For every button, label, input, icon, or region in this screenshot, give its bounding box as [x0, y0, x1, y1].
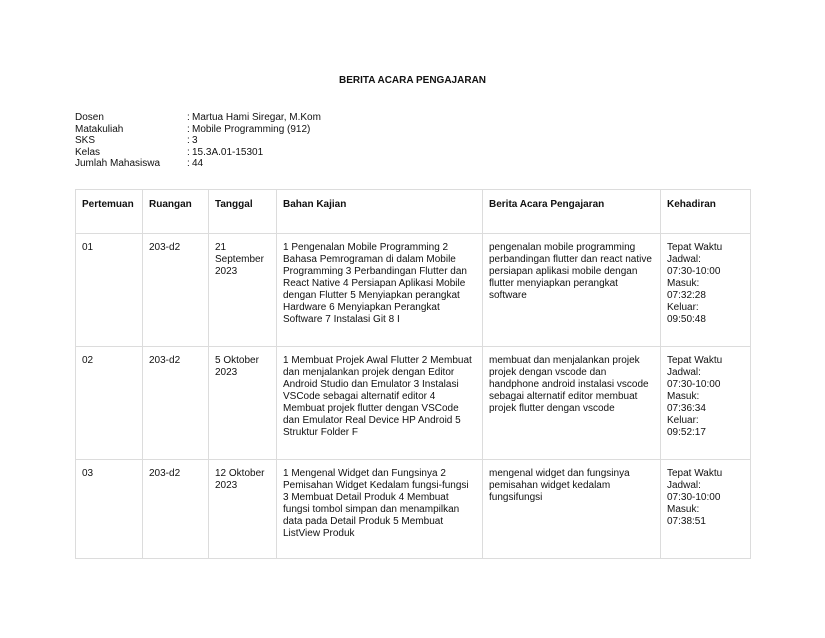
- document-title: BERITA ACARA PENGAJARAN: [338, 75, 487, 86]
- header-bahan-kajian: Bahan Kajian: [277, 190, 483, 234]
- cell-kehadiran: Tepat Waktu Jadwal: 07:30-10:00 Masuk: 07:32:28 Keluar: 09:50:48: [661, 234, 751, 347]
- table-row: [76, 460, 751, 559]
- cell-pertemuan: 02: [76, 347, 143, 460]
- header-kehadiran: Kehadiran: [661, 190, 751, 234]
- header-pertemuan: Pertemuan: [76, 190, 143, 234]
- cell-tanggal: 5 Oktober 2023: [209, 347, 277, 460]
- cell-kehadiran: Tepat Waktu Jadwal: 07:30-10:00 Masuk: 07:38:51: [661, 460, 751, 559]
- header-ruangan: Ruangan: [143, 190, 209, 234]
- info-colon: :: [187, 146, 190, 158]
- info-label: SKS: [75, 135, 96, 147]
- cell-pertemuan: 01: [76, 234, 143, 347]
- info-value: Martua Hami Siregar, M.Kom: [192, 112, 321, 123]
- info-value: 44: [192, 158, 204, 170]
- info-row-dosen: [75, 112, 321, 124]
- info-colon: :: [187, 123, 190, 135]
- info-label: Dosen: [75, 112, 104, 123]
- cell-pertemuan: 03: [76, 460, 143, 559]
- cell-bahan-kajian: 1 Mengenal Widget dan Fungsinya 2 Pemisahan Widget Kedalam fungsi-fungsi 3 Membuat Detail Produk 4 Membuat fungsi tombol simpan dan menampilkan data pada Detail Produk 5 Membuat ListView Produk: [277, 460, 483, 559]
- cell-ruangan: 203-d2: [143, 460, 209, 559]
- course-info: [75, 112, 321, 170]
- cell-tanggal: 12 Oktober 2023: [209, 460, 277, 559]
- info-colon: :: [187, 158, 190, 170]
- cell-tanggal: 21 September 2023: [209, 234, 277, 347]
- info-value: Mobile Programming (912): [192, 123, 311, 135]
- table-header-row: [76, 190, 751, 234]
- info-label: Jumlah Mahasiswa: [75, 158, 161, 170]
- cell-bahan-kajian: 1 Membuat Projek Awal Flutter 2 Membuat dan menjalankan projek dengan Editor Android Studio dan Emulator 3 Instalasi VSCode sebagai alternatif editor 4 Membuat projek flutter dengan VSCode dan Emulator Real Device HP Android 5 Struktur Folder F: [277, 347, 483, 460]
- info-colon: :: [187, 135, 190, 147]
- info-row-kelas: [75, 147, 321, 159]
- cell-berita-acara: mengenal widget dan fungsinya pemisahan widget kedalam fungsifungsi: [483, 460, 661, 559]
- cell-ruangan: 203-d2: [143, 347, 209, 460]
- cell-ruangan: 203-d2: [143, 234, 209, 347]
- cell-berita-acara: pengenalan mobile programming perbandingan flutter dan react native persiapan aplikasi mobile dengan flutter menyiapkan perangkat software: [483, 234, 661, 347]
- header-tanggal: Tanggal: [209, 190, 277, 234]
- table-row: [76, 347, 751, 460]
- info-row-jumlah-mahasiswa: [75, 158, 321, 170]
- info-value: 15.3A.01-15301: [192, 146, 264, 158]
- cell-kehadiran: Tepat Waktu Jadwal: 07:30-10:00 Masuk: 07:36:34 Keluar: 09:52:17: [661, 347, 751, 460]
- info-row-sks: [75, 135, 321, 147]
- attendance-table: [75, 189, 751, 559]
- info-row-matakuliah: [75, 124, 321, 136]
- table-row: [76, 234, 751, 347]
- info-value: 3: [192, 135, 198, 147]
- info-label: Kelas: [75, 146, 101, 158]
- cell-bahan-kajian: 1 Pengenalan Mobile Programming 2 Bahasa Pemrograman di dalam Mobile Programming 3 Perbandingan Flutter dan React Native 4 Persiapan Aplikasi Mobile dengan Flutter 5 Menyiapkan perangkat Hardware 6 Menyiapkan Perangkat Software 7 Instalasi Git 8 I: [277, 234, 483, 347]
- info-colon: :: [187, 112, 190, 123]
- info-label: Matakuliah: [75, 123, 124, 135]
- header-berita-acara: Berita Acara Pengajaran: [483, 190, 661, 234]
- cell-berita-acara: membuat dan menjalankan projek projek dengan vscode dan handphone android instalasi vscode sebagai alternatif editor membuat projek flutter dengan vscode: [483, 347, 661, 460]
